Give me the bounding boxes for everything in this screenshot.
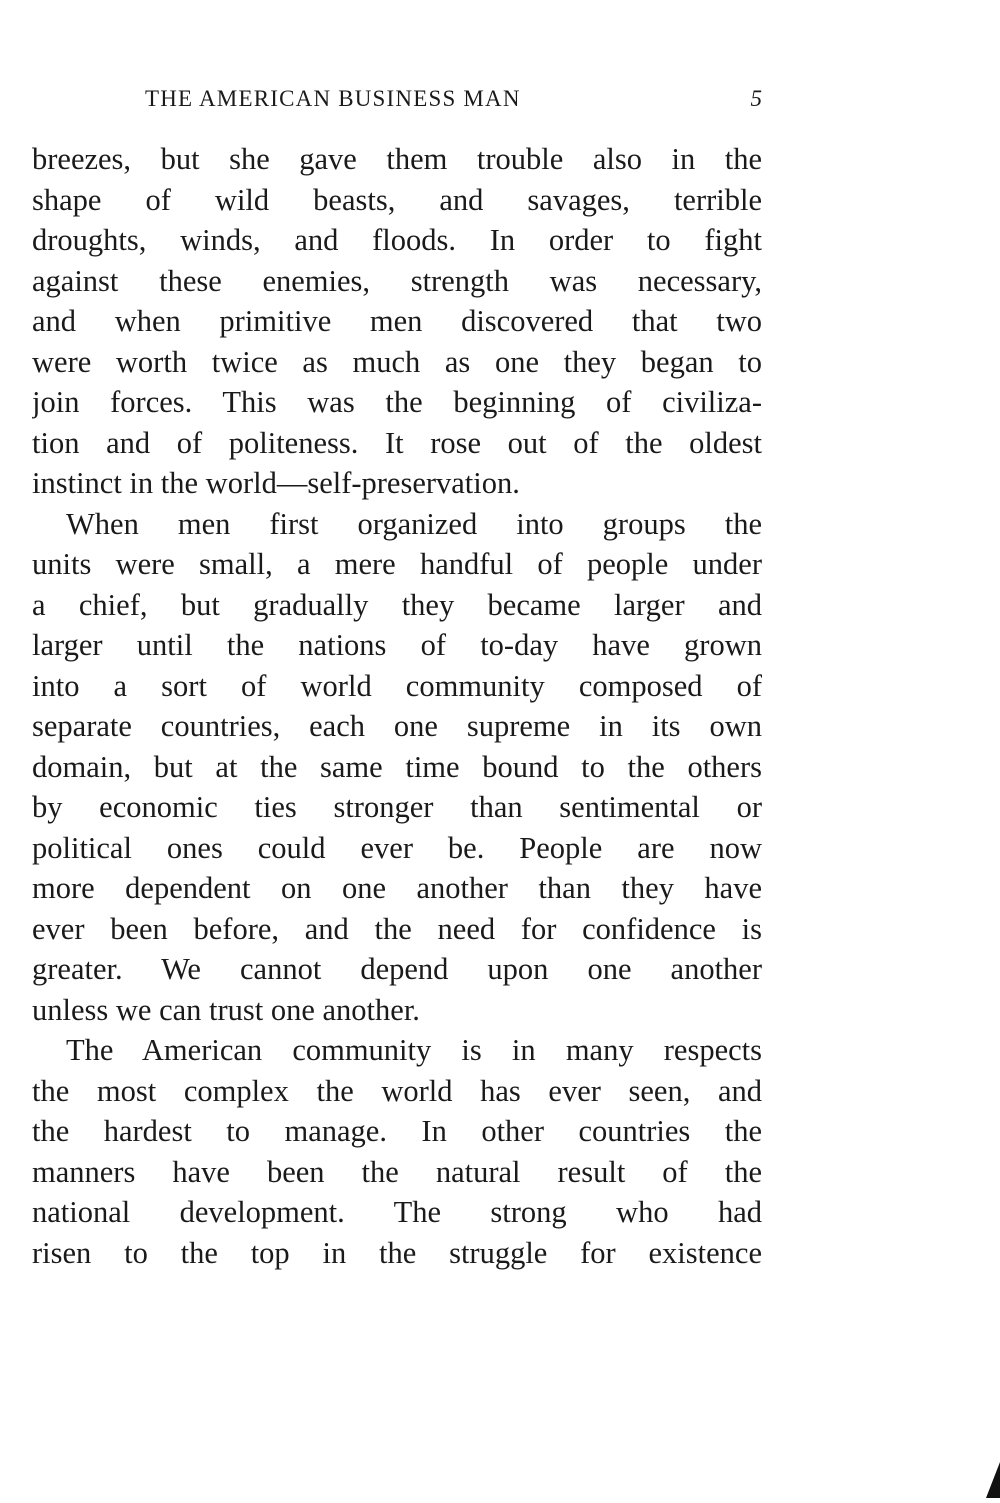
text-line: political ones could ever be. People are now xyxy=(32,830,762,865)
paragraph-1 xyxy=(32,139,762,504)
text-line: greater. We cannot depend upon one another xyxy=(32,952,762,986)
text-line: and when primitive men discovered that two xyxy=(32,304,762,338)
text-line: by economic ties stronger than sentimental or xyxy=(32,790,762,824)
text-line: domain, but at the same time bound to the others xyxy=(32,749,762,784)
text-line: instinct in the world—self-preservation. xyxy=(32,466,520,500)
text-line: units were small, a mere handful of people under xyxy=(32,547,762,581)
text-line: manners have been the natural result of the xyxy=(32,1154,762,1189)
text-line: against these enemies, strength was necessary, xyxy=(32,263,762,298)
text-line: tion and of politeness. It rose out of the oldest xyxy=(32,425,762,460)
text-line: ever been before, and the need for confidence is xyxy=(32,911,762,946)
text-line: larger until the nations of to-day have grown xyxy=(32,628,762,662)
paragraph-2 xyxy=(32,504,762,1031)
body-text xyxy=(32,139,762,1273)
text-line: droughts, winds, and floods. In order to fight xyxy=(32,223,762,257)
text-line: join forces. This was the beginning of civiliza- xyxy=(32,385,762,419)
running-title: THE AMERICAN BUSINESS MAN xyxy=(145,86,521,111)
text-line: When men first organized into groups the xyxy=(66,506,762,541)
page-corner-mark xyxy=(986,1462,1000,1498)
text-line: more dependent on one another than they have xyxy=(32,871,762,905)
text-line: into a sort of world community composed of xyxy=(32,668,762,703)
running-head xyxy=(32,86,762,120)
text-line: The American community is in many respects xyxy=(66,1033,762,1067)
text-line: risen to the top in the struggle for existence xyxy=(32,1235,762,1270)
text-line: the hardest to manage. In other countries the xyxy=(32,1114,762,1148)
text-line: were worth twice as much as one they began to xyxy=(32,344,762,379)
text-line: national development. The strong who had xyxy=(32,1195,762,1229)
text-line: shape of wild beasts, and savages, terrible xyxy=(32,182,762,217)
text-line: breezes, but she gave them trouble also in the xyxy=(32,142,762,176)
text-line: a chief, but gradually they became larger and xyxy=(32,587,762,622)
paragraph-3 xyxy=(32,1030,762,1273)
page-number: 5 xyxy=(750,86,762,111)
text-line: unless we can trust one another. xyxy=(32,992,420,1027)
text-line: separate countries, each one supreme in its own xyxy=(32,709,762,743)
text-line: the most complex the world has ever seen, and xyxy=(32,1073,762,1108)
